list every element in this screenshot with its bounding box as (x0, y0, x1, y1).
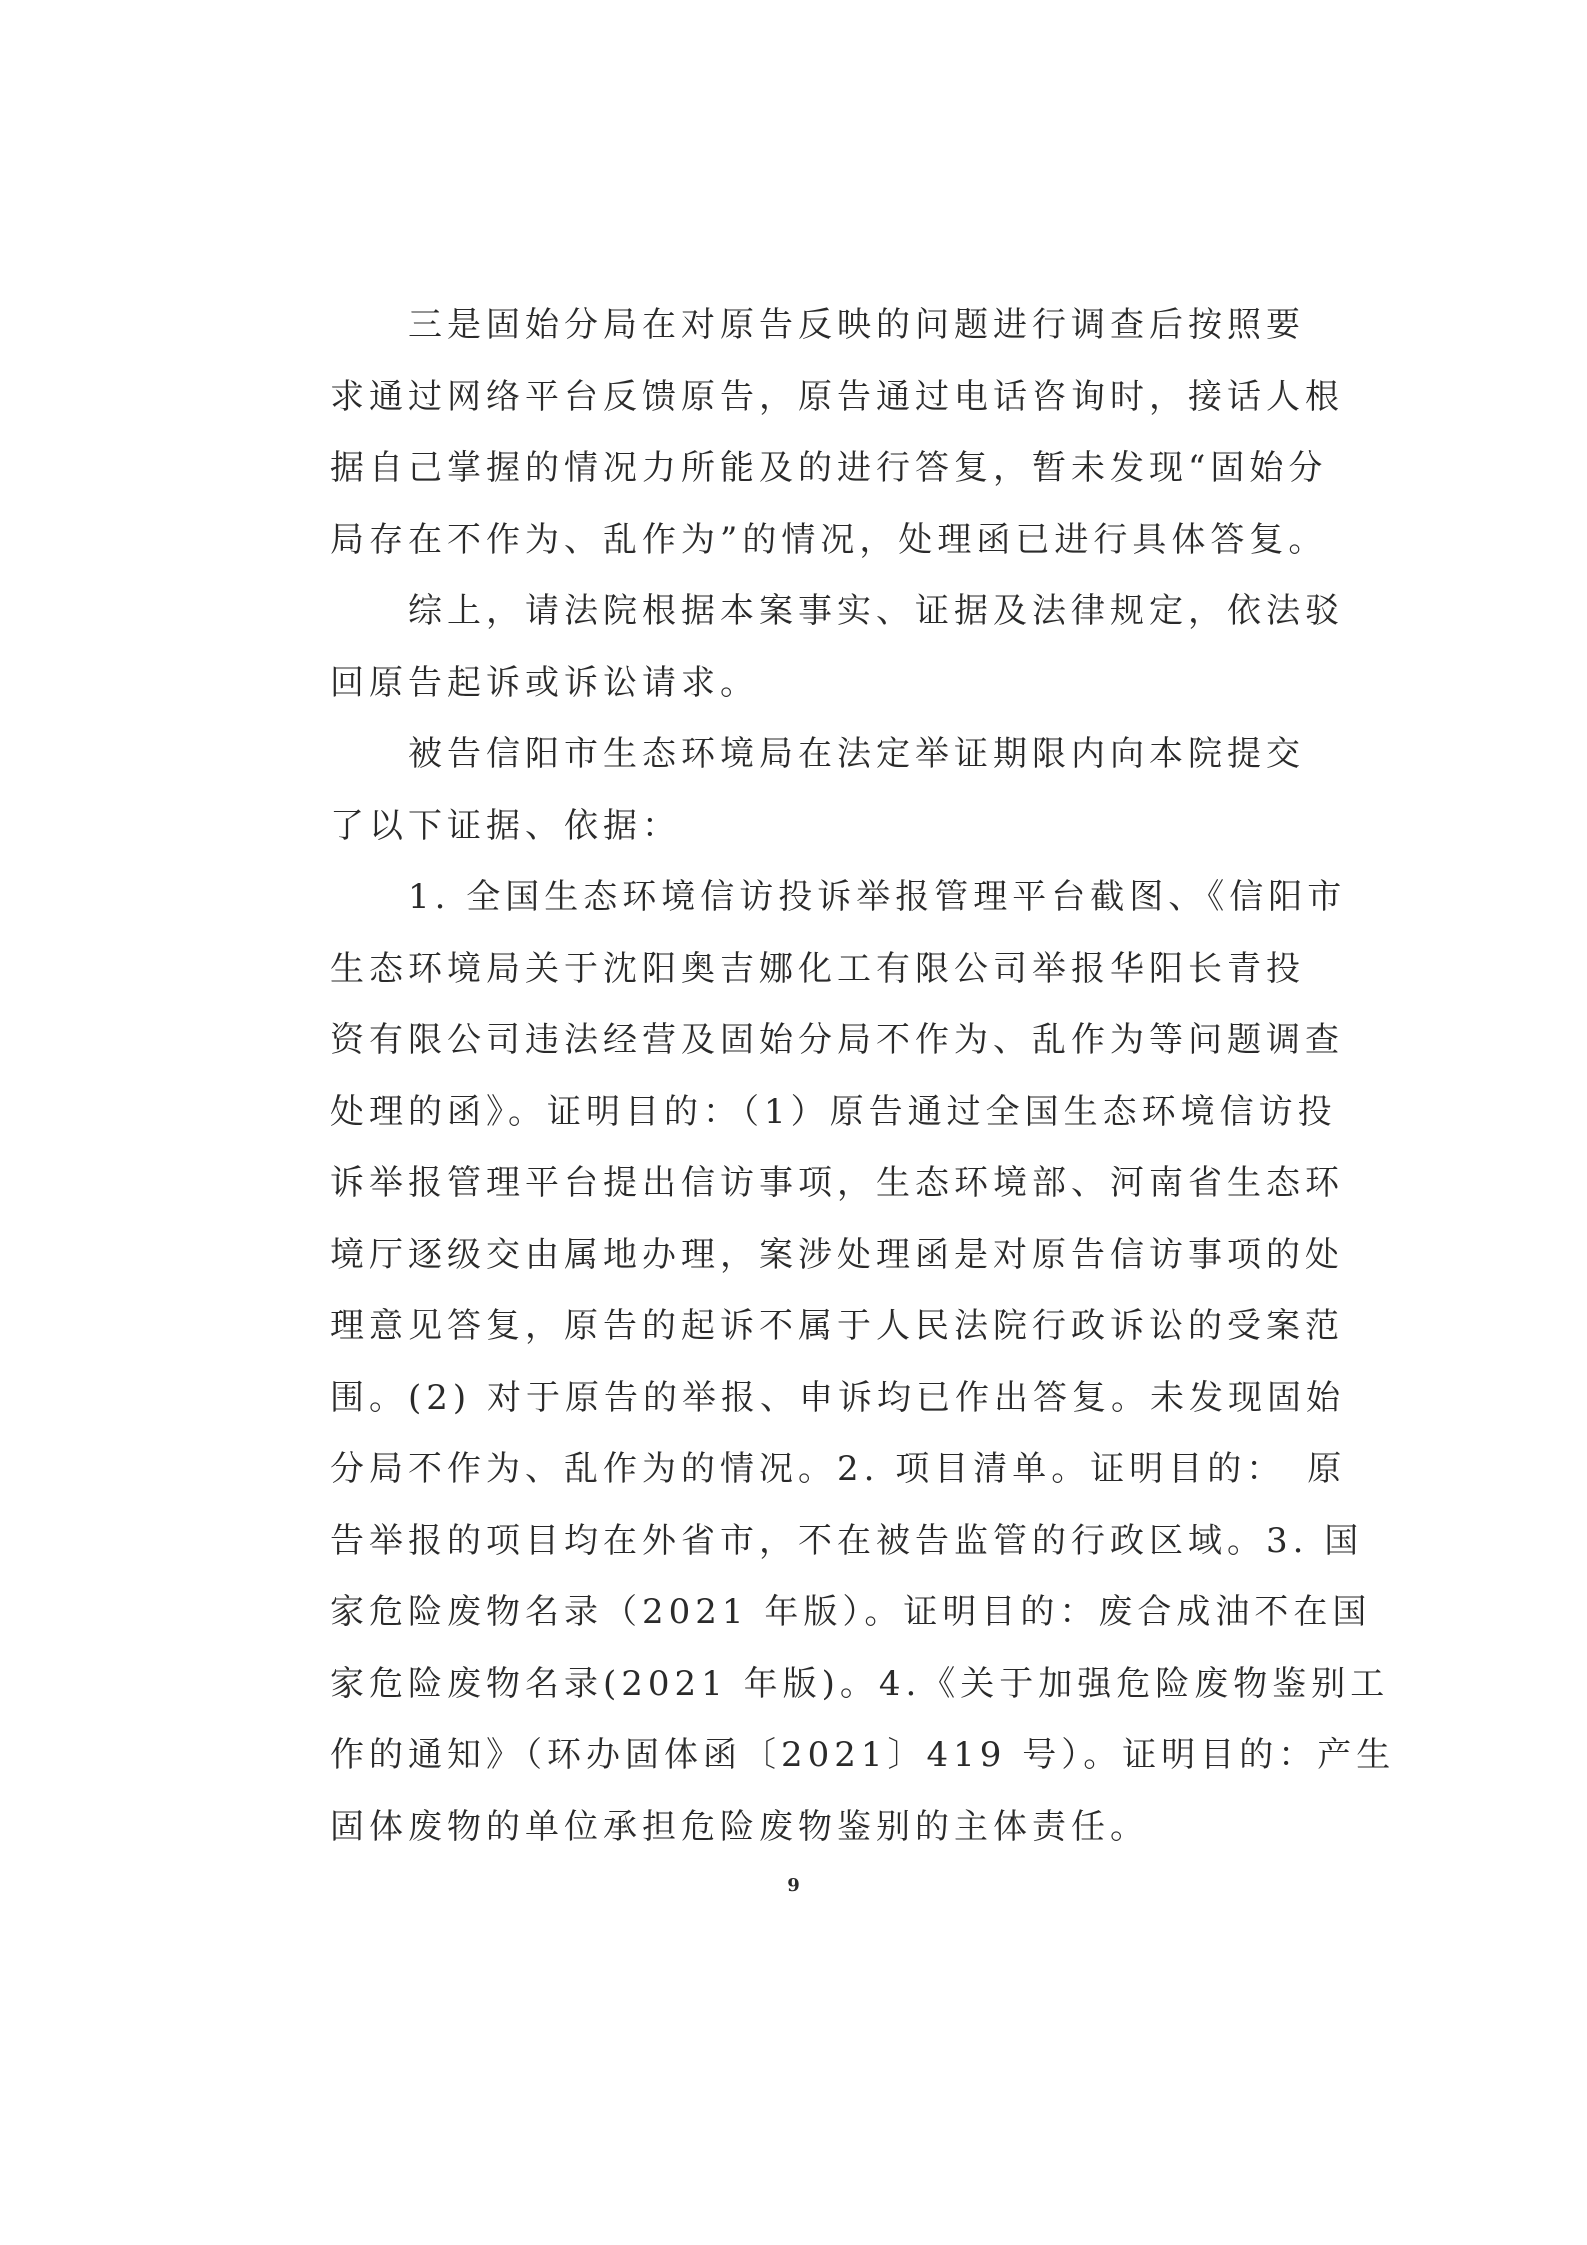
page-number: 9 (787, 1875, 800, 1896)
text-line: 家危险废物名录(2021 年版)。4.《关于加强危险废物鉴别工 (330, 1663, 1390, 1704)
text-line: 围。(2) 对于原告的举报、申诉均已作出答复。未发现固始 (330, 1377, 1345, 1418)
text-line: 回原告起诉或诉讼请求。 (330, 662, 759, 703)
text-line: 了以下证据、依据： (330, 805, 681, 846)
text-line: 1. 全国生态环境信访投诉举报管理平台截图、《信阳市 (330, 877, 1347, 917)
text-line: 固体废物的单位承担危险废物鉴别的主体责任。 (330, 1806, 1149, 1847)
text-line: 家危险废物名录（2021 年版）。证明目的：废合成油不在国 (330, 1592, 1372, 1632)
text-line: 求通过网络平台反馈原告，原告通过电话咨询时，接话人根 (330, 376, 1344, 417)
text-line: 处理的函》。证明目的：（1）原告通过全国生态环境信访投 (330, 1091, 1337, 1132)
text-line: 资有限公司违法经营及固始分局不作为、乱作为等问题调查 (330, 1020, 1344, 1060)
text-line: 诉举报管理平台提出信访事项，生态环境部、河南省生态环 (330, 1163, 1344, 1203)
text-line: 作的通知》（环办固体函〔2021〕419 号）。证明目的：产生 (330, 1735, 1396, 1775)
text-line: 局存在不作为、乱作为”的情况，处理函已进行具体答复。 (330, 519, 1328, 560)
text-line: 告举报的项目均在外省市，不在被告监管的行政区域。3. 国 (330, 1520, 1364, 1561)
text-line: 据自己掌握的情况力所能及的进行答复，暂未发现“固始分 (330, 448, 1328, 488)
text-line: 被告信阳市生态环境局在法定举证期限内向本院提交 (330, 734, 1305, 774)
text-line: 综上，请法院根据本案事实、证据及法律规定，依法驳 (330, 591, 1344, 631)
body-text (330, 290, 1396, 1863)
text-line: 生态环境局关于沈阳奥吉娜化工有限公司举报华阳长青投 (330, 948, 1305, 989)
text-line: 三是固始分局在对原告反映的问题进行调查后按照要 (330, 305, 1305, 345)
text-line: 理意见答复，原告的起诉不属于人民法院行政诉讼的受案范 (330, 1306, 1344, 1346)
text-line: 分局不作为、乱作为的情况。2. 项目清单。证明目的： 原 (330, 1449, 1347, 1489)
text-line: 境厅逐级交由属地办理，案涉处理函是对原告信访事项的处 (330, 1234, 1344, 1275)
